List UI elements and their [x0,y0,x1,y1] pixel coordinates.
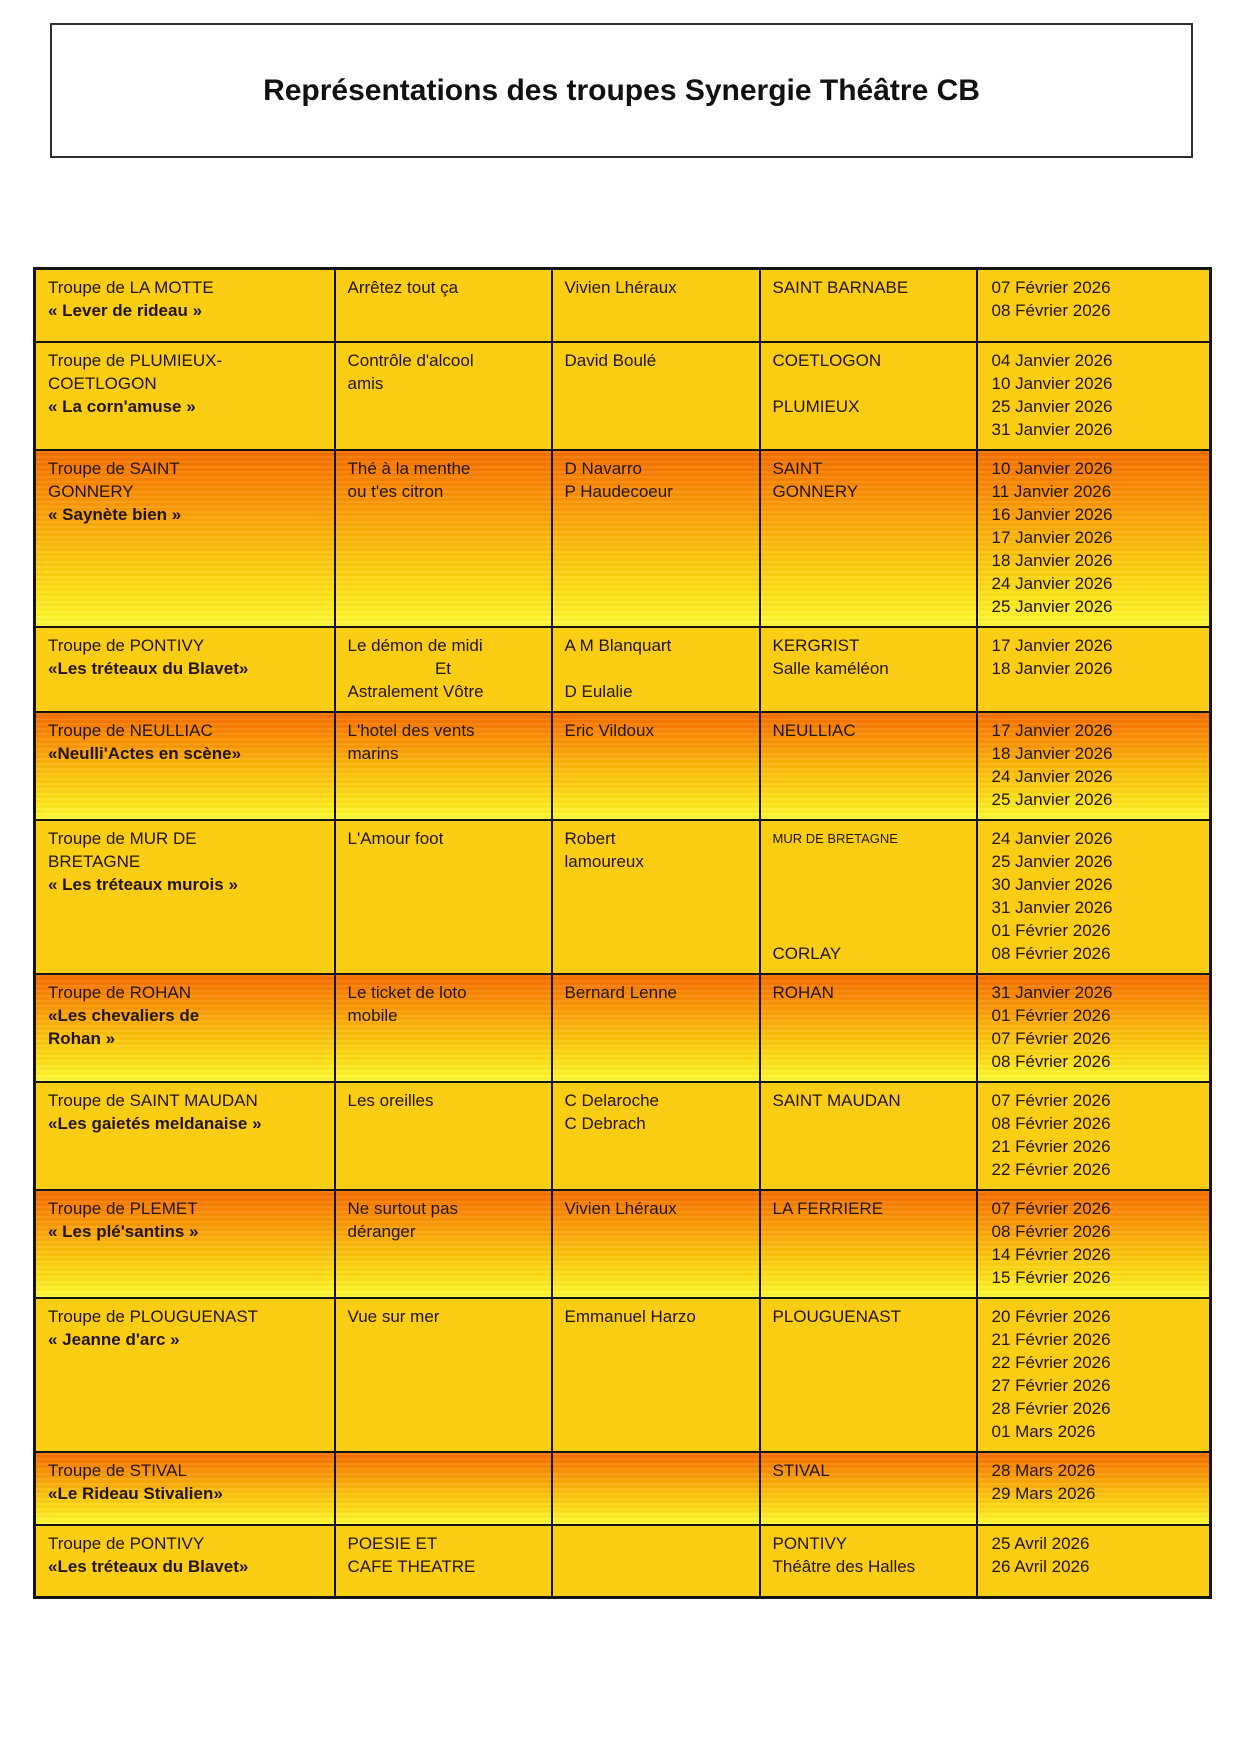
cell-line: 18 Janvier 2026 [991,658,1113,678]
cell-line: 07 Février 2026 [991,1090,1111,1110]
cell-line: 21 Février 2026 [991,1329,1111,1349]
cell-line: Troupe de PLUMIEUX- [48,350,223,370]
cell-line: « Lever de rideau » [48,301,203,320]
cell-line: Ne surtout pas [347,1198,459,1218]
cell-line: 07 Février 2026 [991,1028,1111,1048]
cell-line: C Delaroche [564,1090,659,1110]
cell-line [773,372,964,395]
cell-line: «Les gaietés meldanaise » [48,1113,262,1133]
cell-line: Troupe de LA MOTTE [48,278,214,297]
cell-line: Troupe de NEULLIAC [48,720,213,740]
title-box [50,23,1193,158]
cell-line: C Debrach [564,1113,646,1133]
cell-line: Le démon de midi [347,635,483,655]
cell-line: 08 Février 2026 [991,1113,1111,1133]
cell-line: Thé à la menthe [347,458,471,478]
cell-line: 24 Janvier 2026 [991,573,1113,593]
troupe-cell [35,627,335,712]
location-cell [760,342,977,450]
cell-line: Troupe de PONTIVY [48,635,205,655]
cell-line: Emmanuel Harzo [564,1306,696,1326]
cell-line: 01 Mars 2026 [991,1421,1096,1441]
troupe-cell [35,1190,335,1298]
play-title-cell [335,712,552,820]
cell-line: « Les tréteaux murois » [48,874,238,894]
cell-line: COETLOGON [772,350,882,370]
table-row [35,1525,1211,1598]
cell-line: 21 Février 2026 [991,1136,1111,1156]
cell-line: 25 Avril 2026 [991,1533,1090,1553]
cell-line: GONNERY [48,481,134,501]
cell-line: 08 Février 2026 [991,1221,1111,1241]
cell-line: Troupe de PONTIVY [48,1533,205,1553]
play-title-cell [335,820,552,974]
troupe-cell [35,974,335,1082]
cell-line: 25 Janvier 2026 [991,596,1113,616]
location-cell [760,974,977,1082]
cell-line: NEULLIAC [772,720,856,740]
table-row [35,269,1211,342]
cell-line: « Saynète bien » [48,504,182,524]
play-title-cell [335,1082,552,1190]
location-cell [760,1525,977,1598]
location-cell [760,269,977,342]
cell-line: marins [347,743,399,763]
cell-line: Bernard Lenne [564,982,677,1002]
troupe-cell [35,1298,335,1452]
cell-line: 11 Janvier 2026 [991,481,1112,501]
play-title-cell [335,974,552,1082]
cell-line [773,873,964,896]
schedule-table [33,267,1212,1599]
cell-line: 16 Janvier 2026 [991,504,1113,524]
cell-line: 17 Janvier 2026 [991,527,1113,547]
cell-line: 26 Avril 2026 [991,1556,1090,1576]
location-cell [760,1298,977,1452]
cell-line: CAFE THEATRE [347,1556,476,1576]
schedule-table-body [35,269,1211,1598]
cell-line: lamoureux [564,851,644,871]
table-row [35,1452,1211,1525]
cell-line: 04 Janvier 2026 [991,350,1113,370]
author-cell [552,820,760,974]
dates-cell [977,1298,1211,1452]
cell-line: 07 Février 2026 [991,278,1111,297]
author-cell [552,1082,760,1190]
cell-line: « Jeanne d'arc » [48,1329,180,1349]
cell-line: 20 Février 2026 [991,1306,1111,1326]
cell-line: 25 Janvier 2026 [991,851,1113,871]
cell-line: 07 Février 2026 [991,1198,1111,1218]
cell-line: Arrêtez tout ça [347,278,459,297]
cell-line: D Eulalie [564,681,633,701]
cell-line: Troupe de ROHAN [48,982,191,1002]
play-title-cell [335,627,552,712]
dates-cell [977,450,1211,627]
cell-line: Vue sur mer [347,1306,440,1326]
cell-line: POESIE ET [347,1533,438,1553]
play-title-cell [335,1525,552,1598]
dates-cell [977,1082,1211,1190]
cell-line: 31 Janvier 2026 [991,982,1113,1002]
location-cell [760,712,977,820]
cell-line: Robert [564,828,616,848]
cell-line: 24 Janvier 2026 [991,828,1113,848]
cell-line: Troupe de SAINT MAUDAN [48,1090,258,1110]
dates-cell [977,269,1211,342]
cell-line: Troupe de SAINT [48,458,180,478]
cell-line: 17 Janvier 2026 [991,635,1113,655]
cell-line: 29 Mars 2026 [991,1483,1096,1503]
cell-line: STIVAL [772,1460,830,1480]
author-cell [552,269,760,342]
cell-line: L'hotel des vents [347,720,475,740]
cell-line: 31 Janvier 2026 [991,419,1113,439]
play-title-cell [335,1452,552,1525]
cell-line: amis [347,373,384,393]
cell-line: SAINT MAUDAN [772,1090,901,1110]
cell-line: GONNERY [772,481,859,501]
cell-line: 18 Janvier 2026 [991,743,1113,763]
cell-line: SAINT BARNABE [772,278,909,297]
cell-line: 22 Février 2026 [991,1159,1111,1179]
cell-line: David Boulé [564,350,657,370]
cell-line: 25 Janvier 2026 [991,789,1113,809]
play-title-cell [335,1298,552,1452]
author-cell [552,1190,760,1298]
table-row [35,450,1211,627]
cell-line: « Les plé'santins » [48,1221,199,1241]
cell-line [565,657,747,680]
cell-line: A M Blanquart [564,635,672,655]
play-title-cell [335,1190,552,1298]
cell-line [773,850,964,873]
cell-line: 08 Février 2026 [991,943,1111,963]
table-row [35,627,1211,712]
cell-line: 01 Février 2026 [991,1005,1111,1025]
cell-line: Astralement Vôtre [347,681,484,701]
author-cell [552,342,760,450]
cell-line: 01 Février 2026 [991,920,1111,940]
troupe-cell [35,342,335,450]
troupe-cell [35,1525,335,1598]
author-cell [552,1452,760,1525]
cell-line: « La corn'amuse » [48,396,196,416]
cell-line: Et [434,658,452,678]
cell-line: LA FERRIERE [772,1198,884,1218]
cell-line: 27 Février 2026 [991,1375,1111,1395]
troupe-cell [35,1082,335,1190]
cell-line: ROHAN [772,982,834,1002]
location-cell [760,1452,977,1525]
cell-line: «Neulli'Actes en scène» [48,743,242,763]
cell-line: SAINT [772,458,823,478]
dates-cell [977,712,1211,820]
troupe-cell [35,1452,335,1525]
cell-line: 17 Janvier 2026 [991,720,1113,740]
cell-line: 15 Février 2026 [991,1267,1111,1287]
cell-line: PLOUGUENAST [772,1306,901,1326]
troupe-cell [35,269,335,342]
cell-line: D Navarro [564,458,642,478]
table-row [35,712,1211,820]
play-title-cell [335,342,552,450]
cell-line: 10 Janvier 2026 [991,458,1113,478]
troupe-cell [35,820,335,974]
location-cell [760,1190,977,1298]
cell-line: MUR DE BRETAGNE [772,830,898,846]
dates-cell [977,627,1211,712]
table-row [35,342,1211,450]
cell-line [773,896,964,919]
author-cell [552,1525,760,1598]
cell-line: Les oreilles [347,1090,434,1110]
author-cell [552,450,760,627]
cell-line: 28 Mars 2026 [991,1460,1096,1480]
cell-line: «Le Rideau Stivalien» [48,1483,223,1503]
location-cell [760,450,977,627]
cell-line: 30 Janvier 2026 [991,874,1113,894]
cell-line: P Haudecoeur [564,481,673,501]
dates-cell [977,820,1211,974]
cell-line: déranger [347,1221,416,1241]
cell-line: 10 Janvier 2026 [991,373,1113,393]
play-title-cell [335,269,552,342]
table-row [35,1190,1211,1298]
cell-line: Eric Vildoux [564,720,654,740]
dates-cell [977,1452,1211,1525]
cell-line: ou t'es citron [347,481,444,501]
play-title-cell [335,450,552,627]
table-row [35,974,1211,1082]
cell-line: 08 Février 2026 [991,301,1111,320]
cell-line: 22 Février 2026 [991,1352,1111,1372]
location-cell [760,1082,977,1190]
page-title: Représentations des troupes Synergie Théâtre CB [263,73,980,107]
cell-line: «Les tréteaux du Blavet» [48,1556,249,1576]
cell-line: Théâtre des Halles [772,1556,916,1576]
troupe-cell [35,450,335,627]
cell-line: mobile [347,1005,398,1025]
table-row [35,820,1211,974]
dates-cell [977,342,1211,450]
dates-cell [977,1525,1211,1598]
cell-line: L'Amour foot [347,828,444,848]
author-cell [552,627,760,712]
dates-cell [977,974,1211,1082]
cell-line: Troupe de STIVAL [48,1460,187,1480]
cell-line: 28 Février 2026 [991,1398,1111,1418]
cell-line: Le ticket de loto [347,982,467,1002]
cell-line: COETLOGON [48,373,157,393]
cell-line: 24 Janvier 2026 [991,766,1113,786]
cell-line: 08 Février 2026 [991,1051,1111,1071]
cell-line: Vivien Lhéraux [564,278,677,297]
cell-line: Contrôle d'alcool [347,350,474,370]
cell-line: «Les tréteaux du Blavet» [48,658,249,678]
cell-line: 18 Janvier 2026 [991,550,1113,570]
cell-line: PONTIVY [772,1533,848,1553]
cell-line: KERGRIST [772,635,860,655]
cell-line [773,919,964,942]
author-cell [552,712,760,820]
cell-line: 14 Février 2026 [991,1244,1111,1264]
cell-line: Salle kaméléon [772,658,889,678]
author-cell [552,1298,760,1452]
cell-line: 31 Janvier 2026 [991,897,1113,917]
author-cell [552,974,760,1082]
cell-line: 25 Janvier 2026 [991,396,1113,416]
cell-line: Rohan » [48,1028,116,1048]
cell-line: PLUMIEUX [772,396,860,416]
cell-line: «Les chevaliers de [48,1005,200,1025]
dates-cell [977,1190,1211,1298]
location-cell [760,820,977,974]
troupe-cell [35,712,335,820]
cell-line: Troupe de PLEMET [48,1198,198,1218]
cell-line: Troupe de PLOUGUENAST [48,1306,259,1326]
cell-line: Troupe de MUR DE [48,828,197,848]
table-row [35,1082,1211,1190]
cell-line: Vivien Lhéraux [564,1198,677,1218]
table-row [35,1298,1211,1452]
cell-line: CORLAY [772,943,842,963]
location-cell [760,627,977,712]
cell-line: BRETAGNE [48,851,141,871]
